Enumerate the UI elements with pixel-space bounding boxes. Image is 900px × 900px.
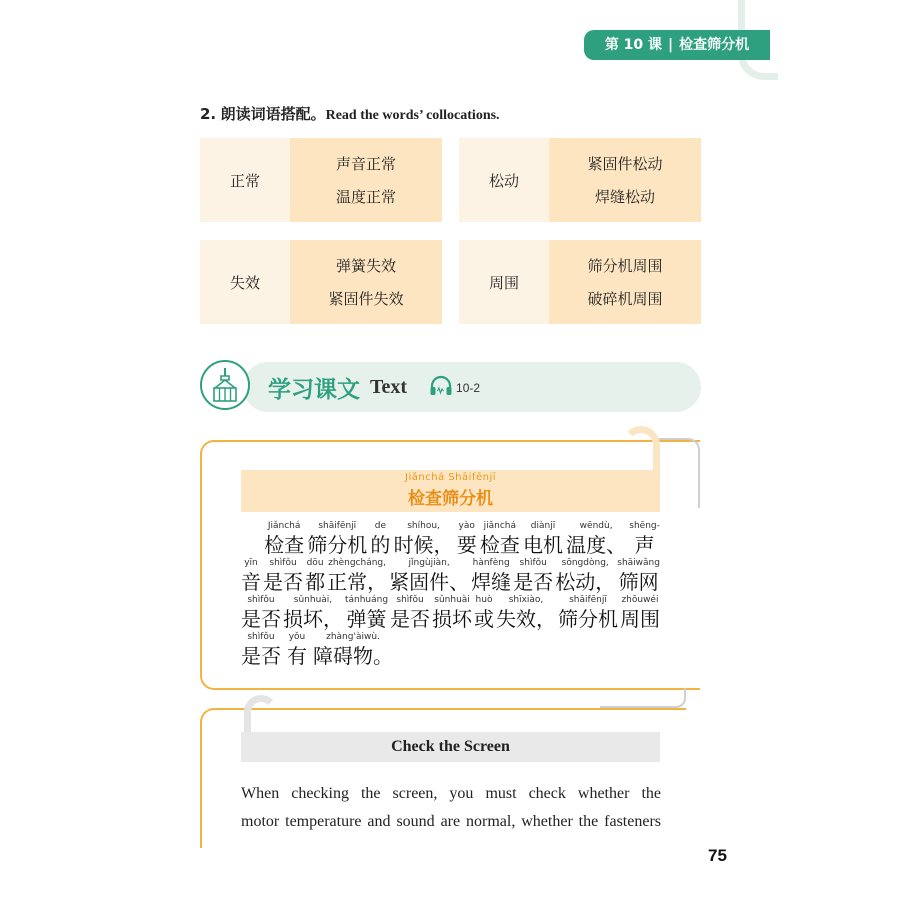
word-pinyin: de [374,521,387,531]
passage-word [241,520,261,557]
word-hanzi: 声 [634,533,655,557]
word-hanzi [241,533,261,557]
word-hanzi: 弹簧 [346,607,387,631]
word-pinyin: shíhou, [407,521,440,531]
english-line: motor temperature and sound are normal, whether the fasteners [241,813,661,830]
passage-word [345,594,388,631]
passage-word [389,557,469,594]
lesson-header-tab [584,30,770,60]
word-hanzi: 要 [456,533,477,557]
passage-title [241,472,660,509]
passage-title-pinyin: Jiǎnchá Shāifēnjī [405,472,496,483]
word-pinyin: huò [475,595,493,605]
passage-word [555,557,615,594]
passage-word [523,520,563,557]
section-title [268,371,480,404]
passage-word [313,631,393,668]
collocation-key: 周围 [459,240,549,324]
passage-word [241,557,261,594]
passage-line [241,557,660,594]
collocation-item: 弹簧失效 [335,257,396,275]
word-pinyin: shìfǒu [247,595,275,605]
word-pinyin: shìfǒu [247,632,275,642]
audio-track-code: 10-2 [456,380,481,395]
english-title: Check the Screen [391,738,510,755]
exercise-number: 2. [200,105,217,123]
passage-word [617,557,660,594]
frame-decoration [655,438,700,508]
word-hanzi: 是否 [241,607,281,631]
collocation-item: 声音正常 [335,155,396,173]
passage-line [241,520,660,557]
word-hanzi: 损坏， [282,607,343,631]
word-pinyin: hànfèng [472,558,510,568]
word-hanzi: 是否 [263,570,304,594]
passage-word [394,520,454,557]
crane-hook-icon [200,360,250,410]
english-line: When checking the screen, you must check whether the [241,785,661,802]
word-pinyin: diànjī [530,521,556,531]
word-hanzi: 是否 [241,644,281,668]
passage-word [620,594,660,631]
english-paragraph [241,780,661,836]
word-hanzi: 松动， [555,570,616,594]
passage-word [471,557,511,594]
word-pinyin: shāifēnjī [318,521,357,531]
passage-word [287,631,307,668]
collocation-item: 紧固件失效 [328,290,404,308]
word-hanzi: 有 [287,644,307,668]
collocation-values [549,240,701,324]
passage-word [496,594,556,631]
separator: | [668,37,674,53]
word-hanzi: 是否 [390,607,431,631]
collocation-box [459,240,701,324]
word-pinyin: shìfǒu [519,558,547,568]
word-pinyin: shēng- [629,521,660,531]
word-pinyin: shāiwǎng [617,558,660,568]
word-hanzi: 失效， [496,607,556,631]
word-pinyin: jǐngùjiàn, [408,558,450,568]
word-hanzi: 的 [370,533,391,557]
frame-decoration [600,688,686,708]
word-pinyin: yīn [244,558,258,568]
passage-word [566,520,626,557]
passage-word [480,520,520,557]
collocation-item: 破碎机周围 [587,290,663,308]
word-hanzi: 周围 [619,607,660,631]
word-pinyin: tánhuáng [344,595,389,605]
passage-word [457,520,477,557]
word-hanzi: 焊缝 [471,570,512,594]
word-pinyin: zhōuwéi [621,595,659,605]
passage-word [474,594,494,631]
section-title-en: Text [370,376,408,398]
passage-word [241,594,281,631]
word-hanzi: 检查 [264,533,305,557]
word-pinyin: yào [458,521,475,531]
passage-word [370,520,390,557]
word-pinyin: Jiǎnchá [267,521,301,531]
word-pinyin: shìfǒu [269,558,297,568]
collocation-item: 温度正常 [335,188,396,206]
word-hanzi: 都 [305,570,326,594]
word-pinyin: jiǎnchá [483,521,517,531]
word-hanzi: 是否 [513,570,554,594]
exercise-heading [200,103,500,124]
collocation-key: 失效 [200,240,290,324]
passage-line [241,594,660,631]
word-pinyin: zhàng'àiwù. [326,632,380,642]
audio-button[interactable] [429,375,480,401]
collocation-item: 筛分机周围 [587,257,663,275]
passage-word [629,520,660,557]
word-hanzi: 或 [474,607,495,631]
collocation-item: 紧固件松动 [587,155,663,173]
lesson-title: 检查筛分机 [679,37,750,53]
collocation-item: 焊缝松动 [594,188,655,206]
passage-word [327,557,387,594]
passage-word [513,557,553,594]
section-title-zh: 学习课文 [268,377,360,403]
word-hanzi: 时候， [393,533,454,557]
passage-line [241,631,393,668]
word-pinyin: shìfǒu [396,595,424,605]
exercise-instruction-en: Read the words’ collocations. [325,108,500,123]
word-hanzi: 音 [241,570,261,594]
passage-word [305,557,325,594]
word-hanzi: 检查 [479,533,520,557]
word-hanzi: 筛分机 [307,533,368,557]
word-hanzi: 筛网 [618,570,659,594]
headphones-icon [429,375,453,401]
word-hanzi: 损坏 [432,607,473,631]
word-hanzi: 温度、 [566,533,627,557]
collocation-box [200,138,442,222]
collocation-values [290,240,442,324]
collocation-box [200,240,442,324]
passage-word [283,594,343,631]
passage-word [263,557,303,594]
collocation-box [459,138,701,222]
word-pinyin: wēndù, [579,521,613,531]
page-number: 75 [708,846,727,865]
passage-word [307,520,367,557]
word-hanzi: 电机 [522,533,563,557]
word-pinyin: yǒu [288,632,306,642]
passage-word [432,594,472,631]
word-hanzi: 正常， [327,570,388,594]
passage-title-hanzi: 检查筛分机 [408,489,493,509]
word-pinyin: zhèngcháng, [328,558,386,568]
collocation-key: 松动 [459,138,549,222]
collocation-values [549,138,701,222]
word-pinyin: shīxiào, [508,595,544,605]
passage-word [241,631,281,668]
word-hanzi: 紧固件、 [389,570,470,594]
exercise-instruction-zh: 朗读词语搭配。 [220,105,326,123]
passage-word [390,594,430,631]
collocation-key: 正常 [200,138,290,222]
word-pinyin: dōu [306,558,324,568]
word-hanzi: 筛分机 [557,607,618,631]
word-pinyin: sǔnhuài, [293,595,333,605]
word-hanzi: 障碍物。 [313,644,393,668]
word-pinyin: shāifēnjī [569,595,607,605]
passage-word [558,594,618,631]
collocation-values [290,138,442,222]
lesson-label: 第 10 课 [604,37,663,53]
passage-word [264,520,304,557]
word-pinyin: sǔnhuài [434,595,470,605]
word-pinyin: sōngdòng, [561,558,609,568]
